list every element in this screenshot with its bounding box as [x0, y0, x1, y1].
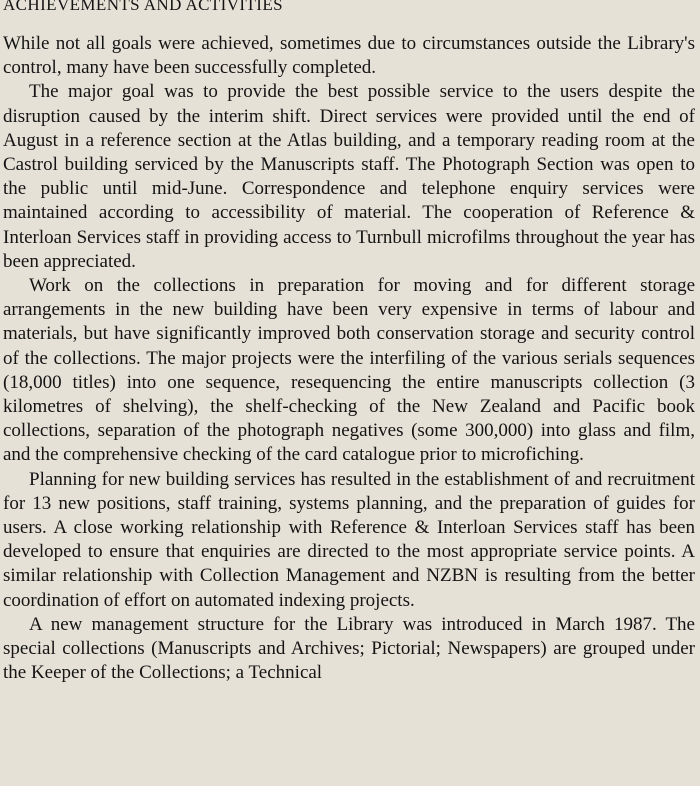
paragraph-management: A new management structure for the Library was introduced in March 1987. The special collections (Manuscripts and Archives; Pictorial; Newspapers) are grouped under the Keeper of the Collections; a Technical [3, 613, 695, 684]
body-text [3, 32, 695, 685]
paragraph-intro: While not all goals were achieved, sometimes due to circumstances outside the Library's control, many have been successfully completed. [3, 33, 695, 79]
paragraph-collections: Work on the collections in preparation for moving and for different storage arrangements in the new building have been very expensive in terms of labour and materials, but have significantly improved both conservation storage and security control of the collections. The major projects were the interfiling of the various serials sequences (18,000 titles) into one sequence, resequencing the entire manuscripts collection (3 kilometres of shelving), the shelf-checking of the New Zealand and Pacific book collections, separation of the photograph negatives (some 300,000) into glass and film, and the comprehensive checking of the card catalogue prior to microfiching. [3, 275, 695, 466]
paragraph-service: The major goal was to provide the best possible service to the users despite the disruption caused by the interim shift. Direct services were provided until the end of August in a reference section at the Atlas building, and a temporary reading room at the Castrol building serviced by the Manuscripts staff. The Photograph Section was open to the public until mid-June. Correspondence and telephone enquiry services were maintained according to accessibility of material. The cooperation of Reference & Interloan Services staff in providing access to Turnbull microfilms throughout the year has been appreciated. [3, 81, 695, 272]
section-heading: ACHIEVEMENTS AND ACTIVITIES [3, 0, 283, 14]
paragraph-planning: Planning for new building services has resulted in the establishment of and recruitment for 13 new positions, staff training, systems planning, and the preparation of guides for users. A close working relationship with Reference & Interloan Services staff has been developed to ensure that enquiries are directed to the most appropriate service points. A similar relationship with Collection Management and NZBN is resulting from the better coordination of effort on automated indexing projects. [3, 468, 695, 611]
